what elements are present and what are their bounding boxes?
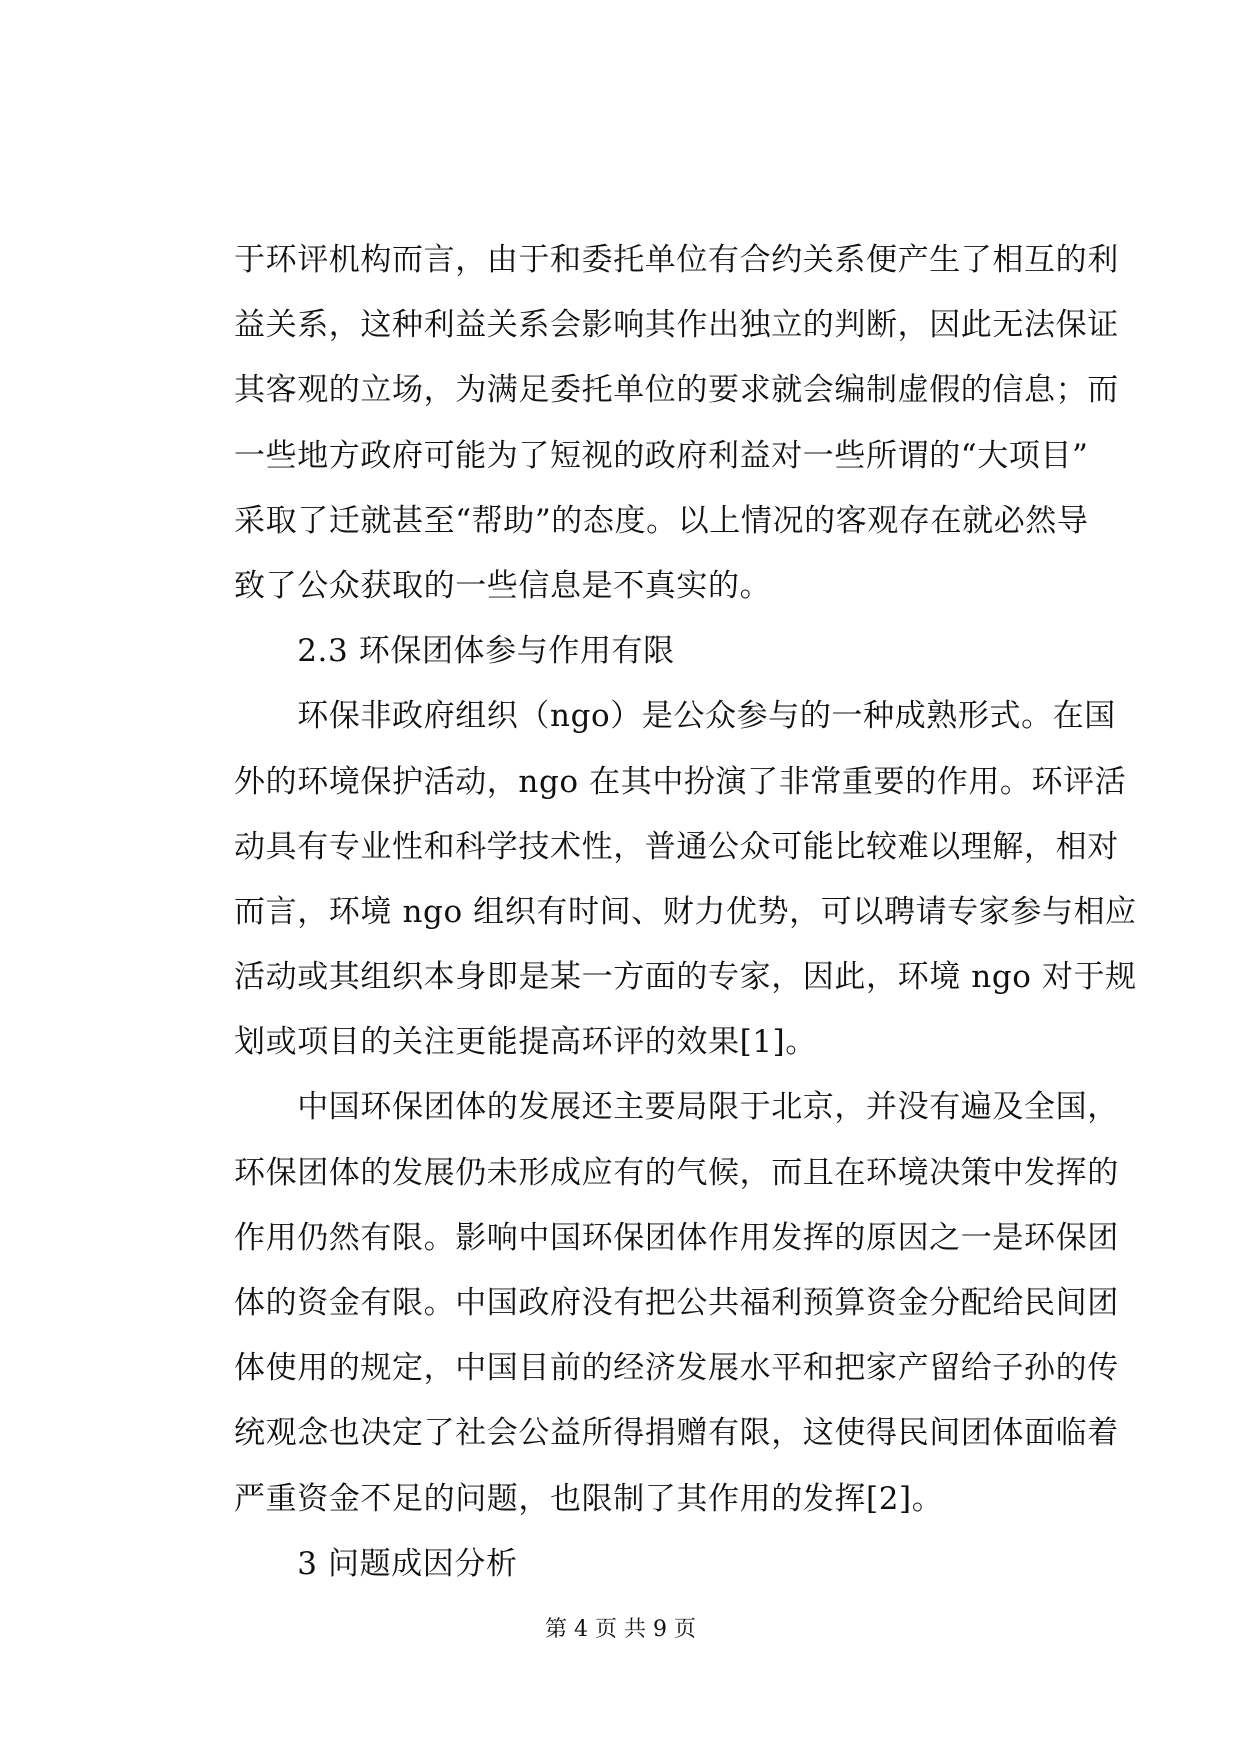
page-footer [0, 1612, 1241, 1643]
text-line: 益关系，这种利益关系会影响其作出独立的判断，因此无法保证 [234, 307, 1119, 344]
paragraph-ngo-participation [234, 684, 1137, 1075]
text-line: 中国环保团体的发展还主要局限于北京，并没有遍及全国， [234, 1089, 1119, 1126]
paragraph-eia-agency-interest [234, 228, 1119, 619]
text-line: 环保非政府组织（ngo）是公众参与的一种成熟形式。在国 [234, 698, 1116, 735]
paragraph-china-env-groups [234, 1075, 1119, 1531]
text-line: 体使用的规定，中国目前的经济发展水平和把家产留给子孙的传 [234, 1350, 1119, 1387]
text-line: 作用仍然有限。影响中国环保团体作用发挥的原因之一是环保团 [234, 1219, 1119, 1256]
text-line: 活动或其组织本身即是某一方面的专家，因此，环境 ngo 对于规 [234, 959, 1137, 996]
text-line: 动具有专业性和科学技术性，普通公众可能比较难以理解，相对 [234, 828, 1119, 865]
text-line: 采取了迁就甚至“帮助”的态度。以上情况的客观存在就必然导 [234, 502, 1089, 539]
text-line: 其客观的立场，为满足委托单位的要求就会编制虚假的信息；而 [234, 372, 1119, 409]
text-line: 统观念也决定了社会公益所得捐赠有限，这使得民间团体面临着 [234, 1415, 1119, 1452]
text-line: 外的环境保护活动，ngo 在其中扮演了非常重要的作用。环评活 [234, 763, 1127, 800]
text-line: 于环评机构而言，由于和委托单位有合约关系便产生了相互的利 [234, 242, 1119, 278]
text-line: 严重资金不足的问题，也限制了其作用的发挥[2]。 [234, 1480, 944, 1517]
page-number: 第 4 页 共 9 页 [545, 1617, 696, 1642]
text-line: 体的资金有限。中国政府没有把公共福利预算资金分配给民间团 [234, 1285, 1119, 1321]
section-heading-3 [234, 1532, 1079, 1597]
text-line: 环保团体的发展仍未形成应有的气候，而且在环境决策中发挥的 [234, 1154, 1119, 1191]
section-heading-text: 2.3 环保团体参与作用有限 [234, 633, 675, 670]
text-line: 致了公众获取的一些信息是不真实的。 [234, 567, 772, 604]
text-line: 一些地方政府可能为了短视的政府利益对一些所谓的“大项目” [234, 437, 1089, 474]
section-heading-text: 3 问题成因分析 [234, 1545, 518, 1582]
text-line: 而言，环境 ngo 组织有时间、财力优势，可以聘请专家参与相应 [234, 893, 1137, 930]
text-line: 划或项目的关注更能提高环评的效果[1]。 [234, 1024, 817, 1061]
section-heading-2-3 [234, 619, 1079, 684]
document-body [234, 228, 1137, 1597]
